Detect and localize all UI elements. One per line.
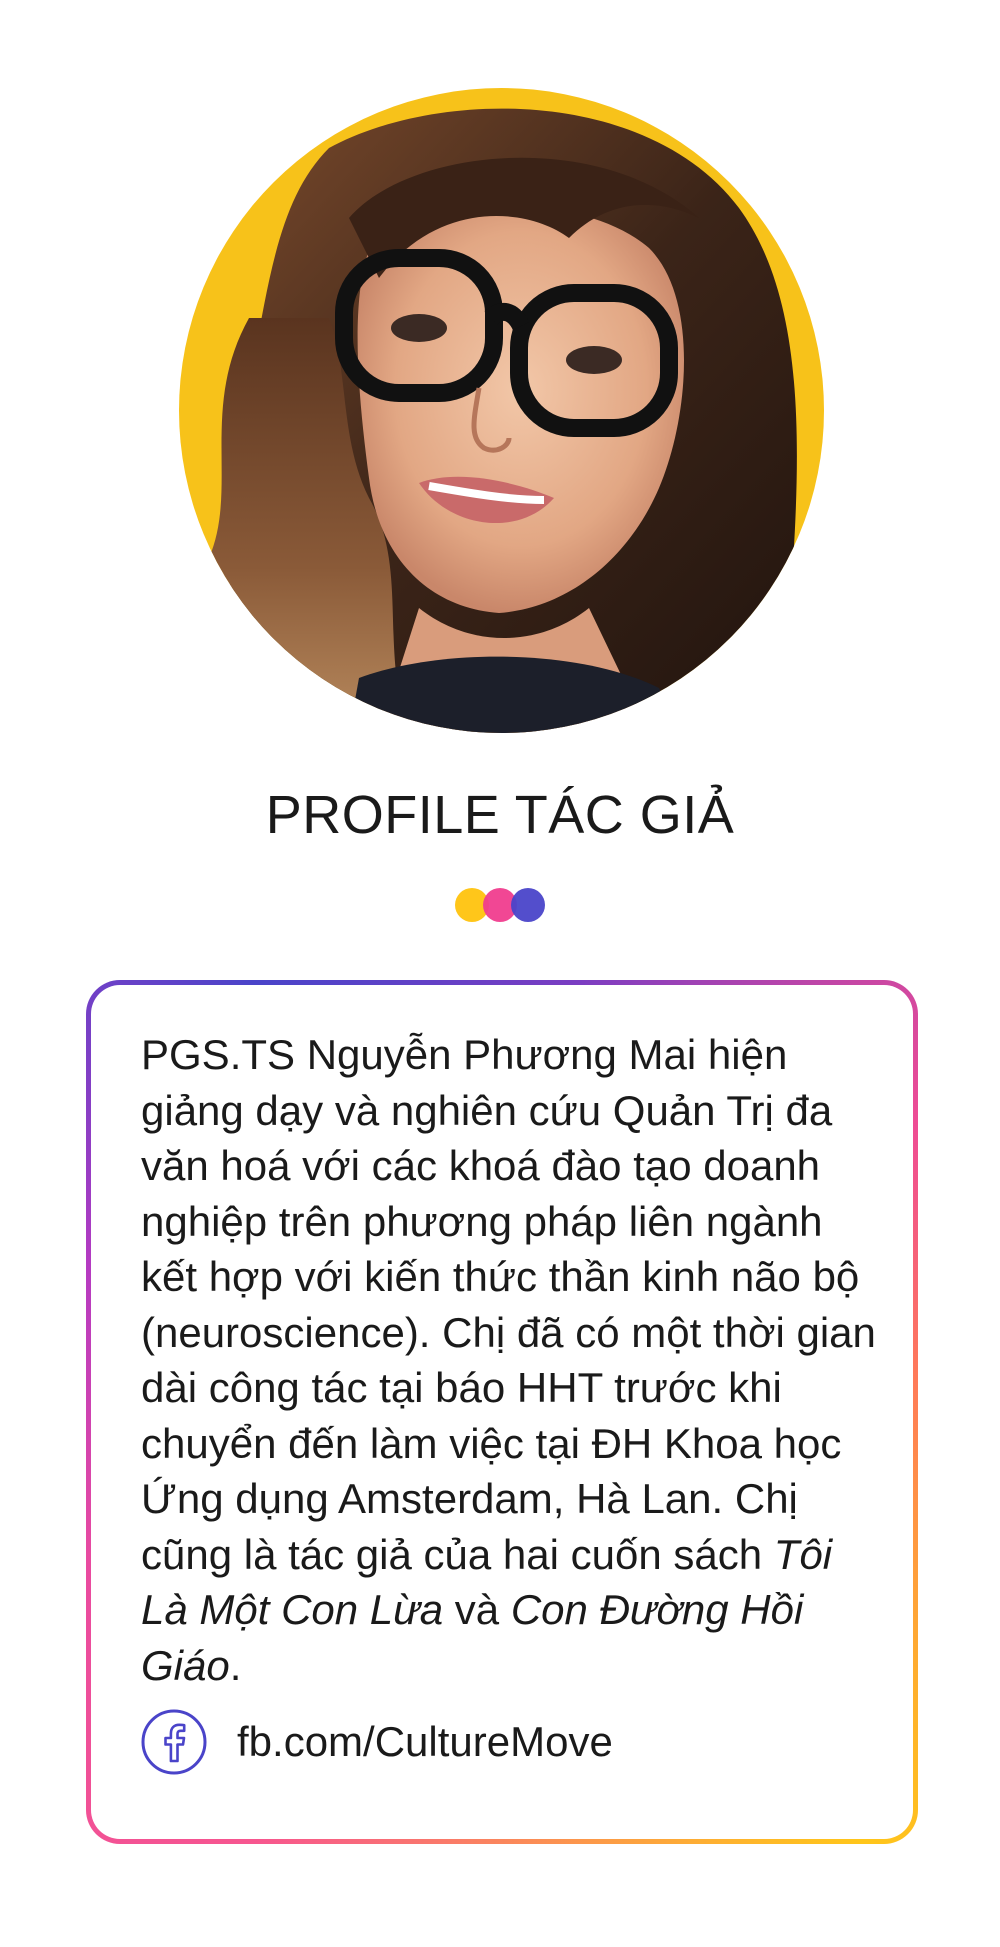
bio-intro: PGS.TS Nguyễn Phương Mai hiện giảng dạy và nghiên cứu Quản Trị đa văn hoá với các khoá đào tạo doanh nghiệp trên phương pháp liên ngành kết hợp với kiến thức thần kinh não bộ (neuroscience). Chị đã có một thời gian dài công tác tại báo HHT trước khi chuyển đến làm việc tại ĐH Khoa học Ứng dụng Amsterdam, Hà Lan. Chị cũng là tác giả của hai cuốn sách — [141, 1031, 876, 1578]
dot-indigo — [511, 888, 545, 922]
decorative-dots — [452, 885, 552, 925]
bio-card — [86, 980, 918, 1844]
bio-end: . — [229, 1641, 242, 1689]
page-title: PROFILE TÁC GIẢ — [265, 785, 735, 845]
author-avatar — [179, 88, 824, 733]
book-title-1: Tôi Là Một Con Lừa — [141, 1530, 833, 1633]
bio-text — [141, 1027, 881, 1693]
book-title-2: Con Đường Hồi Giáo — [141, 1586, 804, 1689]
bio-conjunction: và — [443, 1586, 511, 1633]
facebook-link[interactable]: fb.com/CultureMove — [237, 1718, 613, 1765]
facebook-row[interactable] — [141, 1707, 613, 1777]
facebook-icon[interactable] — [141, 1709, 207, 1775]
